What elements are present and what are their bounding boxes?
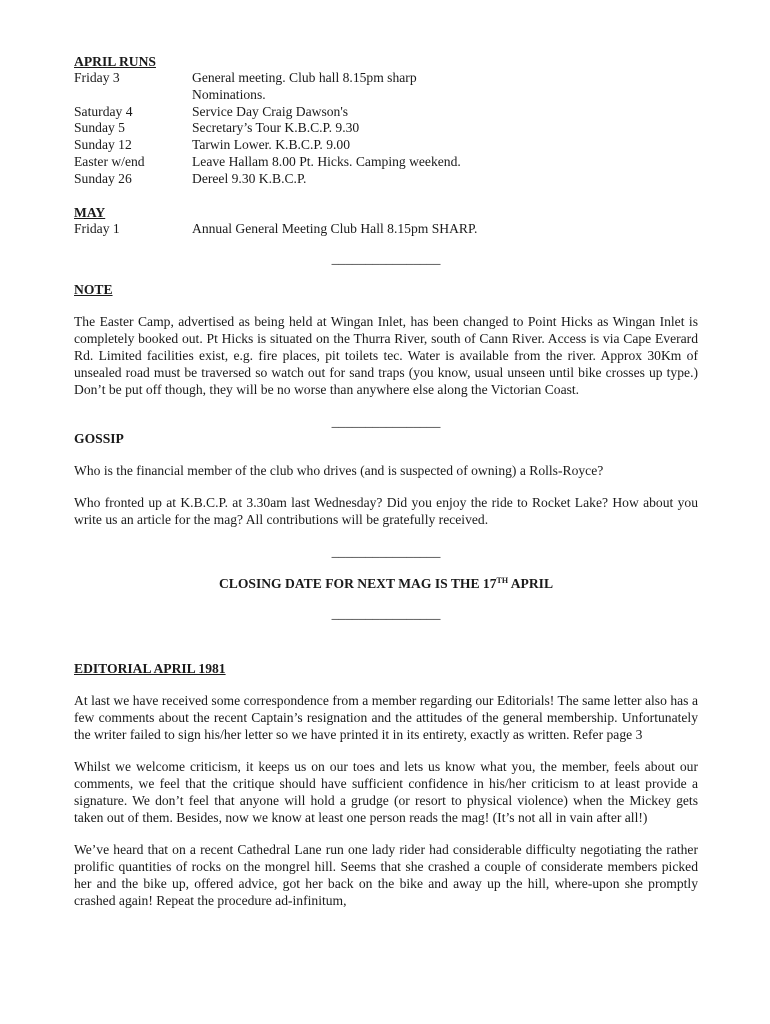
editorial-paragraph-3: We’ve heard that on a recent Cathedral Lane run one lady rider had considerable difficulty negotiating the rather prolific quantities of rocks on the mongrel hill. Seems that she crashed a couple of considerate members picked her and the bike up, offered advice, got her back on the bike and away up the hill, where-upon she promptly crashed again! Repeat the procedure ad-infinitum, xyxy=(74,842,698,909)
run-day: Sunday 5 xyxy=(74,120,125,136)
run-row xyxy=(74,137,698,154)
run-day: Sunday 26 xyxy=(74,170,132,186)
note-paragraph: The Easter Camp, advertised as being held at Wingan Inlet, has been changed to Point Hicks as Wingan Inlet is completely booked out. Pt Hicks is situated on the Thurra River, south of Cann River. Access is via Cape Everard Rd. Limited facilities exist, e.g. fire places, pit toilets tec. Water is available from the river. Approx 30Km of unsealed road must be traversed so watch out for sand traps (you know, usual unseen until bike crosses up type.) Don’t be put off though, they will be no worse than anywhere else along the Victorian Coast. xyxy=(74,314,698,398)
run-desc: Service Day Craig Dawson's xyxy=(192,103,349,119)
note-heading: NOTE xyxy=(74,282,113,298)
run-row xyxy=(74,70,698,87)
run-row xyxy=(74,171,698,188)
run-row xyxy=(74,87,698,104)
gossip-heading: GOSSIP xyxy=(74,431,124,447)
run-desc: Nominations. xyxy=(192,86,266,102)
closing-date-text: CLOSING DATE FOR NEXT MAG IS THE 17 xyxy=(218,576,497,592)
run-desc: Tarwin Lower. K.B.C.P. 9.00 xyxy=(192,137,351,153)
editorial-heading: EDITORIAL APRIL 1981 xyxy=(74,661,226,677)
run-day: Friday 1 xyxy=(74,220,120,236)
section-separator: ________________ xyxy=(331,606,441,622)
document-page xyxy=(74,53,698,909)
run-day: Sunday 12 xyxy=(74,137,132,153)
section-separator: ________________ xyxy=(331,251,441,267)
run-row xyxy=(74,154,698,171)
run-desc: Annual General Meeting Club Hall 8.15pm SHARP. xyxy=(192,220,478,236)
april-runs-table xyxy=(74,70,698,188)
closing-date-ordinal: TH xyxy=(496,576,509,586)
run-desc: Dereel 9.30 K.B.C.P. xyxy=(192,170,307,186)
gossip-paragraph-1: Who is the financial member of the club who drives (and is suspected of owning) a Rolls-Royce? xyxy=(74,463,604,479)
closing-date-month: APRIL xyxy=(508,576,554,592)
editorial-paragraph-1: At last we have received some correspondence from a member regarding our Editorials! The same letter also has a few comments about the recent Captain’s resignation and the attitudes of the general membership. Unfortunately the writer failed to sign his/her letter so we have printed it in its entirety, exactly as written. Refer page 3 xyxy=(74,693,698,743)
april-runs-heading: APRIL RUNS xyxy=(74,54,156,69)
run-desc: General meeting. Club hall 8.15pm sharp xyxy=(192,70,417,85)
run-row xyxy=(74,120,698,137)
section-separator: ________________ xyxy=(331,544,441,560)
run-row xyxy=(74,221,698,238)
editorial-paragraph-2: Whilst we welcome criticism, it keeps us on our toes and lets us know what you, the member, feels about our comments, we feel that the critique should have sufficient confidence in his/her criticism to at least provide a signature. We don’t feel that anyone will hold a grudge (or resort to physical violence) when the Mickey gets taken out of them. Besides, now we know at least one person reads the mag! (It’s not all in vain after all!) xyxy=(74,759,698,826)
run-row xyxy=(74,104,698,121)
gossip-paragraph-2: Who fronted up at K.B.C.P. at 3.30am last Wednesday? Did you enjoy the ride to Rocket Lake? How about you write us an article for the mag? All contributions will be gratefully received. xyxy=(74,495,698,528)
may-heading: MAY xyxy=(74,204,106,220)
run-day: Easter w/end xyxy=(74,153,145,169)
run-day: Saturday 4 xyxy=(74,103,133,119)
run-desc: Leave Hallam 8.00 Pt. Hicks. Camping weekend. xyxy=(192,153,461,169)
run-day xyxy=(74,87,192,104)
section-separator: ________________ xyxy=(331,414,441,430)
closing-date-notice xyxy=(74,575,698,592)
may-runs-table xyxy=(74,221,698,238)
run-desc: Secretary’s Tour K.B.C.P. 9.30 xyxy=(192,120,360,136)
run-day: Friday 3 xyxy=(74,70,120,85)
